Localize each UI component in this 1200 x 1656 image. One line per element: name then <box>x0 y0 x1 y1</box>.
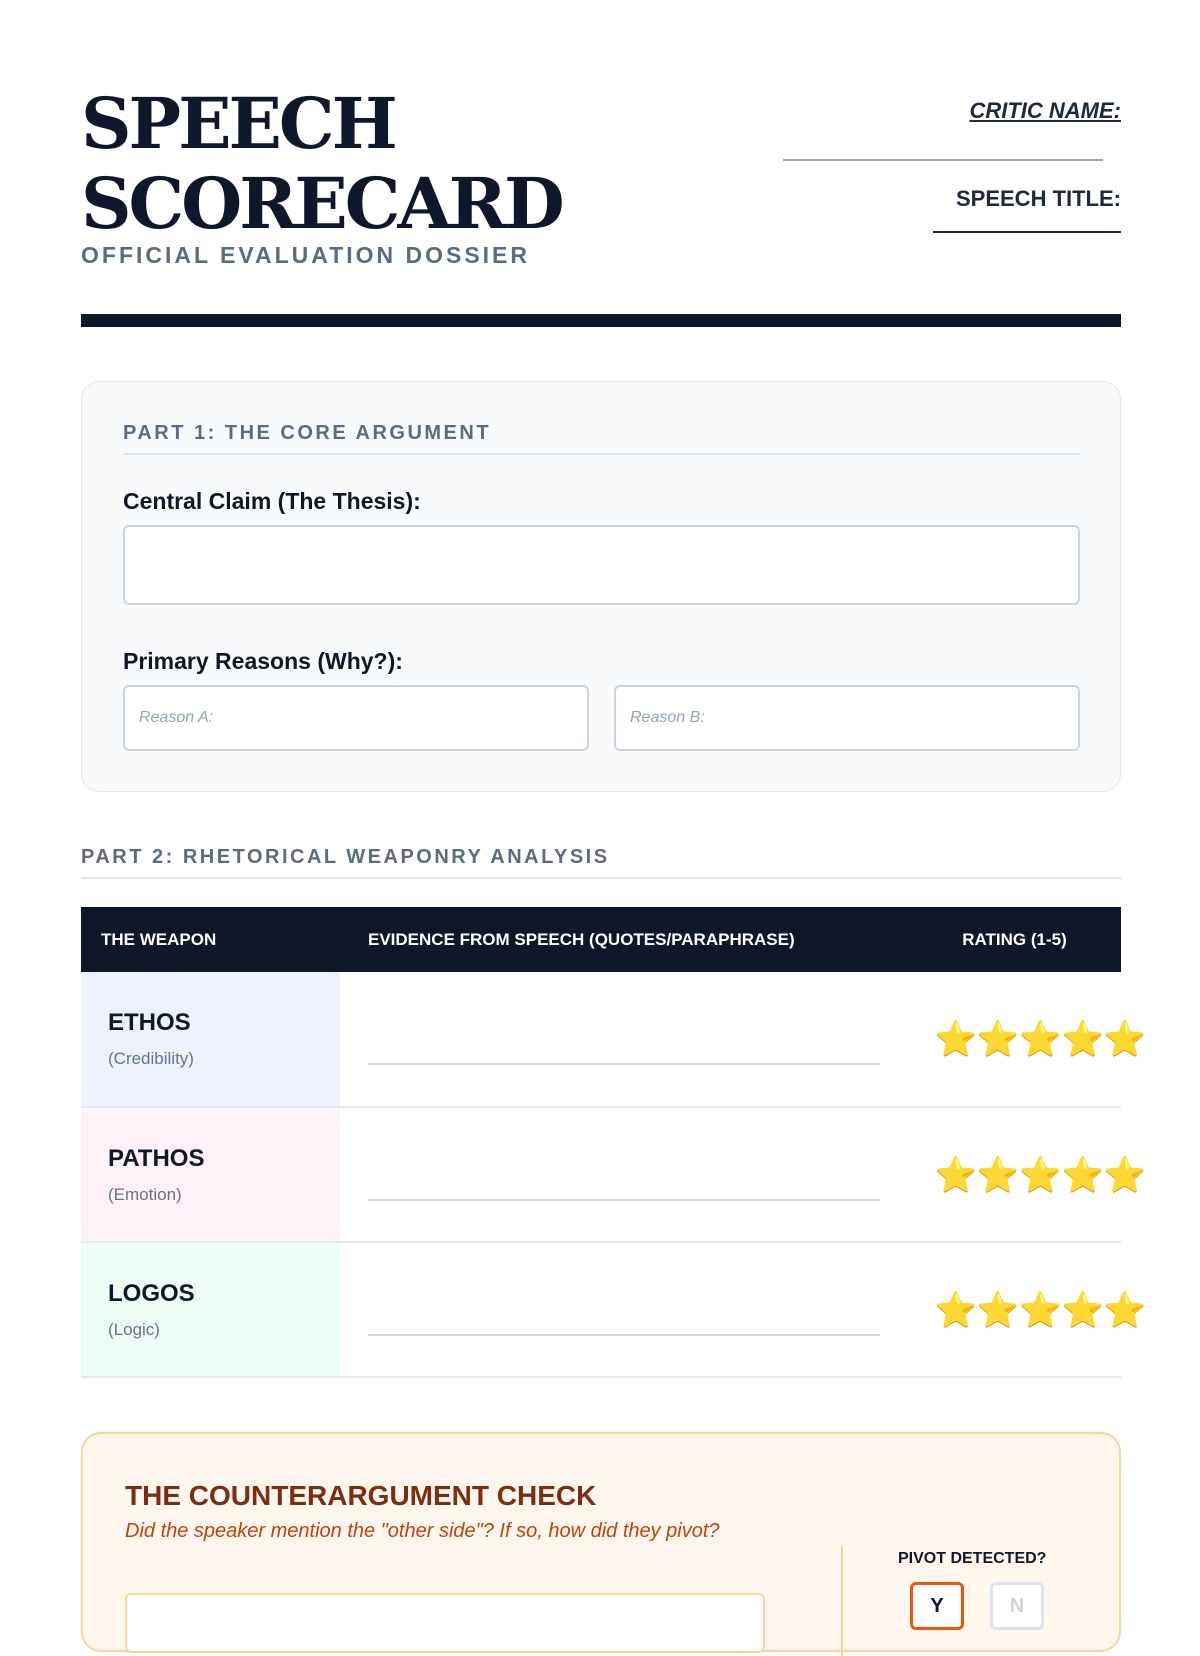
evidence-input-ethos[interactable] <box>368 1063 880 1065</box>
col-rating: RATING (1-5) <box>908 907 1121 972</box>
reason-b-input[interactable] <box>614 685 1080 751</box>
counterargument-card <box>81 1432 1121 1652</box>
part1-heading: PART 1: THE CORE ARGUMENT <box>123 422 1080 455</box>
evidence-cell <box>340 972 908 1107</box>
counterargument-title: THE COUNTERARGUMENT CHECK <box>125 1480 597 1511</box>
evidence-cell <box>340 1107 908 1242</box>
rating-cell <box>908 1107 1147 1242</box>
vertical-divider <box>841 1546 843 1656</box>
reason-b-placeholder: Reason B: <box>630 709 705 726</box>
weapon-cell-logos <box>81 1242 340 1377</box>
primary-reasons-label: Primary Reasons (Why?): <box>123 648 403 674</box>
weapon-cell-ethos <box>81 972 340 1107</box>
weapon-desc: (Credibility) <box>108 1049 194 1068</box>
weapon-name: LOGOS <box>108 1279 195 1307</box>
page-subtitle: OFFICIAL EVALUATION DOSSIER <box>81 242 531 268</box>
part2-heading: PART 2: RHETORICAL WEAPONRY ANALYSIS <box>81 846 1121 879</box>
pivot-detected-label: PIVOT DETECTED? <box>898 1550 1047 1567</box>
critic-name-field[interactable] <box>783 159 1103 161</box>
central-claim-label: Central Claim (The Thesis): <box>123 488 421 514</box>
central-claim-input[interactable] <box>123 525 1080 605</box>
speech-title-field[interactable] <box>933 231 1121 233</box>
header <box>81 84 1121 274</box>
weapon-cell-pathos <box>81 1107 340 1242</box>
rating-stars-pathos[interactable]: ⭐⭐⭐⭐⭐ <box>934 1155 1147 1194</box>
table-row <box>81 1242 1121 1377</box>
counterargument-input[interactable] <box>125 1593 765 1653</box>
title-line-2: SCORECARD <box>81 162 562 245</box>
col-evidence: EVIDENCE FROM SPEECH (QUOTES/PARAPHRASE) <box>340 907 908 972</box>
col-weapon: THE WEAPON <box>81 907 340 972</box>
weapon-name: PATHOS <box>108 1144 205 1172</box>
header-divider <box>81 314 1121 327</box>
core-argument-card <box>81 381 1121 792</box>
weapon-desc: (Emotion) <box>108 1184 182 1204</box>
weapon-desc: (Logic) <box>108 1319 160 1339</box>
critic-name-label <box>969 98 1121 124</box>
rating-stars-logos[interactable]: ⭐⭐⭐⭐⭐ <box>934 1290 1147 1329</box>
pivot-no-button[interactable]: N <box>990 1582 1044 1630</box>
speech-title-label: SPEECH TITLE: <box>955 186 1121 211</box>
counterargument-prompt: Did the speaker mention the "other side"? If so, how did they pivot? <box>125 1520 720 1542</box>
pivot-yes-button[interactable]: Y <box>910 1582 964 1630</box>
page-title <box>81 84 1121 244</box>
table-header-row <box>81 907 1121 972</box>
rhetoric-table <box>81 907 1147 1378</box>
evidence-cell <box>340 1242 908 1377</box>
table-row <box>81 1107 1121 1242</box>
rating-stars-ethos[interactable]: ⭐⭐⭐⭐⭐ <box>934 1020 1147 1058</box>
weapon-name: ETHOS <box>108 1009 191 1036</box>
reason-a-input[interactable] <box>123 685 589 751</box>
rating-cell <box>908 1242 1147 1377</box>
title-line-1: SPEECH <box>81 82 395 165</box>
critic-name-text: CRITIC NAME: <box>969 98 1121 123</box>
rating-cell <box>908 972 1147 1107</box>
reason-a-placeholder: Reason A: <box>139 709 214 726</box>
table-row <box>81 972 1121 1107</box>
evidence-input-logos[interactable] <box>368 1334 880 1336</box>
evidence-input-pathos[interactable] <box>368 1199 880 1201</box>
